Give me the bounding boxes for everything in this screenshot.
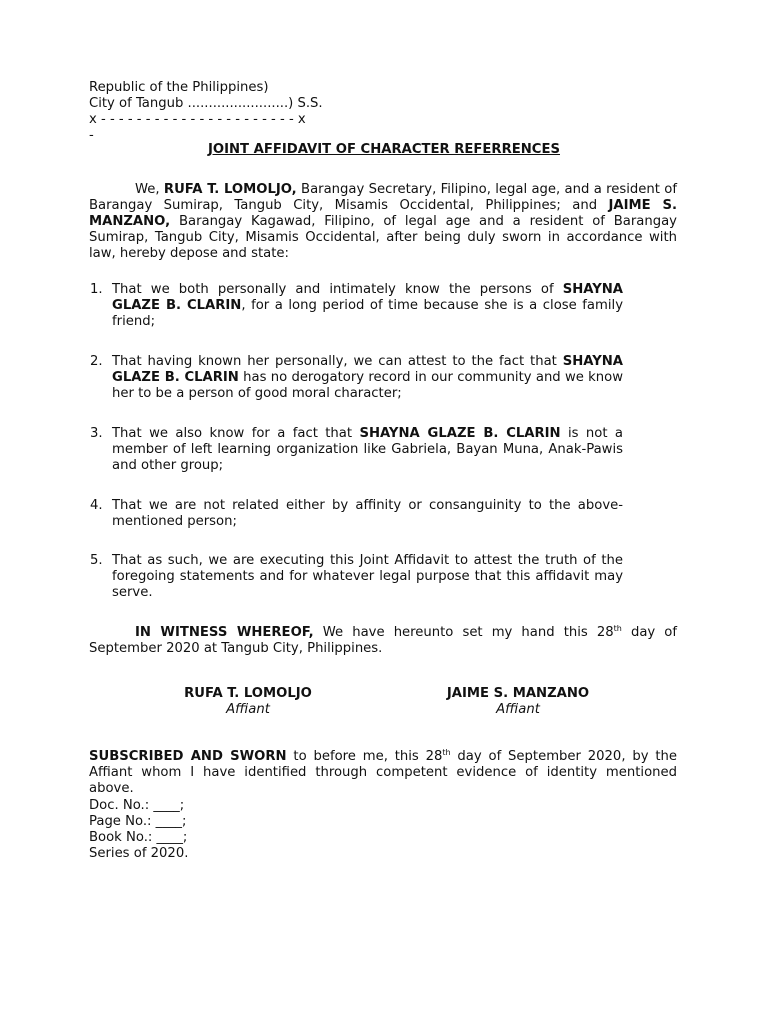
witness-ordinal: th (613, 624, 622, 633)
item-text: That we both personally and intimately know the persons of (112, 282, 563, 297)
header-city: City of Tangub ........................) S.S. (89, 96, 323, 111)
item-subject-name: SHAYNA GLAZE B. CLARIN (112, 354, 623, 385)
item-text: That we are not related either by affinity or consanguinity to the above-mentioned person; (112, 498, 623, 529)
statement-item-5 (90, 553, 623, 601)
item-subject-name: SHAYNA GLAZE B. CLARIN (359, 426, 561, 441)
item-text: That having known her personally, we can attest to the fact that (112, 354, 563, 369)
item-number: 3. (90, 426, 103, 441)
item-number: 1. (90, 282, 103, 297)
item-text-end: , for a long period of time because she is a close family friend; (112, 298, 623, 329)
item-text: That we also know for a fact that (112, 426, 360, 441)
header-republic: Republic of the Philippines) (89, 80, 269, 95)
signatory-name: RUFA T. LOMOLJO (184, 686, 312, 701)
signatory-role: Affiant (226, 702, 270, 717)
affiant-name-1: RUFA T. LOMOLJO, (163, 182, 297, 197)
statement-item-4 (90, 498, 623, 530)
statement-item-2 (90, 354, 623, 402)
item-text-end: is not a member of left learning organization like Gabriela, Bayan Muna, Anak-Pawis and other group; (112, 426, 623, 473)
witness-text-1: We have hereunto set my hand this 28 (313, 625, 614, 640)
subscribed-text-1: to before me, this 28 (286, 749, 443, 764)
item-number: 2. (90, 354, 103, 369)
witness-paragraph (89, 625, 677, 657)
subscribed-ordinal: th (442, 748, 451, 757)
witness-heading: IN WITNESS WHEREOF, (135, 625, 314, 640)
affiant-name-2: JAIME S. MANZANO, (89, 198, 677, 229)
signatory-name: JAIME S. MANZANO (446, 686, 590, 701)
signatory-role: Affiant (496, 702, 540, 717)
item-number: 4. (90, 498, 103, 513)
subscribed-heading: SUBSCRIBED AND SWORN (89, 749, 287, 764)
doc-number: Doc. No.: ____; (89, 798, 185, 813)
intro-text-1: We, (135, 182, 164, 197)
item-number: 5. (90, 553, 103, 568)
item-text-end: has no derogatory record in our community and we know her to be a person of good moral character; (112, 370, 623, 401)
document-title: JOINT AFFIDAVIT OF CHARACTER REFERRENCES (208, 142, 560, 157)
statement-item-3 (90, 426, 623, 474)
page-number: Page No.: ____; (89, 814, 187, 829)
intro-text-3: Barangay Kagawad, Filipino, of legal age and a resident of Barangay Sumirap, Tangub City, Misamis Occidental, after being duly sworn in accordance with law, hereby depose and state: (89, 214, 677, 261)
witness-text-2: day of September 2020 at Tangub City, Philippines. (89, 625, 678, 656)
intro-paragraph (89, 182, 677, 262)
series-year: Series of 2020. (89, 846, 189, 861)
item-subject-name: SHAYNA GLAZE B. CLARIN (112, 282, 623, 313)
book-number: Book No.: ____; (89, 830, 188, 845)
signatory-2 (418, 686, 618, 718)
header-separator: x - - - - - - - - - - - - - - - - - - - - - - x (89, 112, 306, 127)
statement-item-1 (90, 282, 623, 330)
signatory-1 (148, 686, 348, 718)
subscribed-text-2: day of September 2020, by the Affiant whom I have identified through competent evidence of identity mentioned above. (89, 749, 677, 796)
header-dash: - (89, 128, 94, 143)
item-text: That as such, we are executing this Joint Affidavit to attest the truth of the foregoing statements and for whatever legal purpose that this affidavit may serve. (112, 553, 623, 600)
intro-text-2: Barangay Secretary, Filipino, legal age, and a resident of Barangay Sumirap, Tangub City, Misamis Occidental, Philippines; and (89, 182, 677, 213)
subscribed-paragraph (89, 749, 677, 797)
